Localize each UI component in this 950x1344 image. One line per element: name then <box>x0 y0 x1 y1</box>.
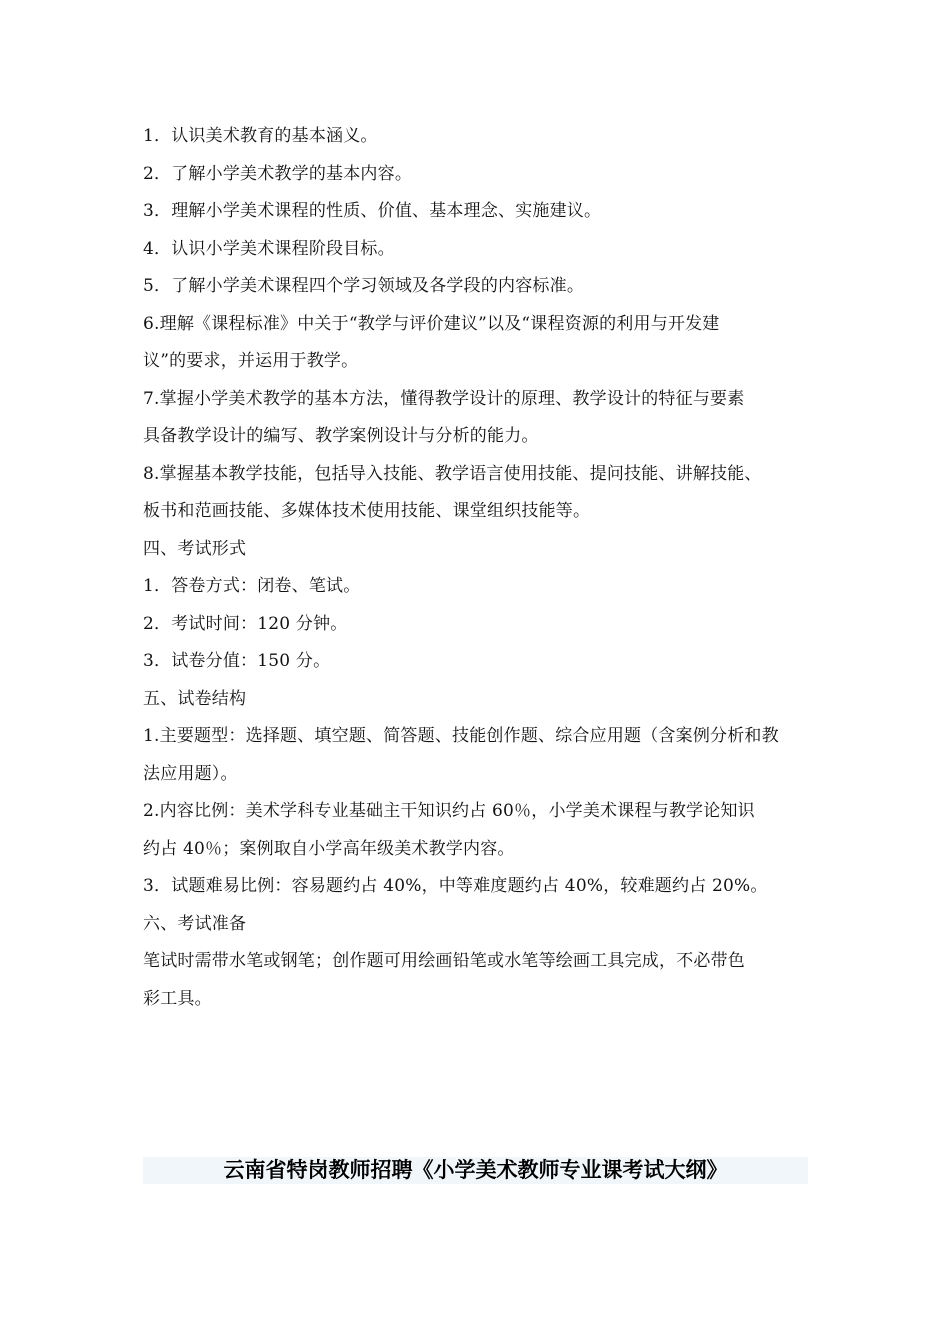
section-heading-exam-preparation: 六、考试准备 <box>143 913 247 934</box>
section-heading-paper-structure: 五、试卷结构 <box>143 688 247 709</box>
document-title: 云南省特岗教师招聘《小学美术教师专业课考试大纲》 <box>223 1158 728 1182</box>
body-line-5: 5．了解小学美术课程四个学习领域及各学段的内容标准。 <box>143 276 585 296</box>
body-line-8: 7.掌握小学美术教学的基本方法，懂得教学设计的原理、教学设计的特征与要素 <box>143 388 745 409</box>
body-line-9: 具备教学设计的编写、教学案例设计与分析的能力。 <box>143 426 539 446</box>
body-line-14: 2．考试时间：120 分钟。 <box>143 613 348 634</box>
body-line-23: 笔试时需带水笔或钢笔；创作题可用绘画铅笔或水笔等绘画工具完成，不必带色 <box>143 951 745 971</box>
body-line-11: 板书和范画技能、多媒体技术使用技能、课堂组织技能等。 <box>143 501 591 521</box>
body-line-20: 约占 40％；案例取自小学高年级美术教学内容。 <box>143 838 515 859</box>
body-line-24: 彩工具。 <box>143 988 212 1009</box>
body-line-18: 法应用题）。 <box>143 763 238 784</box>
syllabus-body <box>143 118 808 1018</box>
body-line-15: 3．试卷分值：150 分。 <box>143 651 331 671</box>
body-line-2: 2．了解小学美术教学的基本内容。 <box>143 163 413 184</box>
body-line-7: 议”的要求，并运用于教学。 <box>143 351 359 371</box>
body-line-3: 3．理解小学美术课程的性质、价值、基本理念、实施建议。 <box>143 201 602 221</box>
body-line-4: 4．认识小学美术课程阶段目标。 <box>143 238 395 259</box>
body-line-6: 6.理解《课程标准》中关于“教学与评价建议”以及“课程资源的利用与开发建 <box>143 313 720 334</box>
body-line-10: 8.掌握基本教学技能，包括导入技能、教学语言使用技能、提问技能、讲解技能、 <box>143 463 762 484</box>
body-line-19: 2.内容比例：美术学科专业基础主干知识约占 60％，小学美术课程与教学论知识 <box>143 801 755 821</box>
body-line-1: 1．认识美术教育的基本涵义。 <box>143 126 378 146</box>
body-line-17: 1.主要题型：选择题、填空题、简答题、技能创作题、综合应用题（含案例分析和教 <box>143 726 779 746</box>
body-line-13: 1．答卷方式：闭卷、笔试。 <box>143 576 361 596</box>
section-heading-exam-format: 四、考试形式 <box>143 538 247 559</box>
body-line-21: 3．试题难易比例：容易题约占 40%，中等难度题约占 40%，较难题约占 20%。 <box>143 876 768 896</box>
